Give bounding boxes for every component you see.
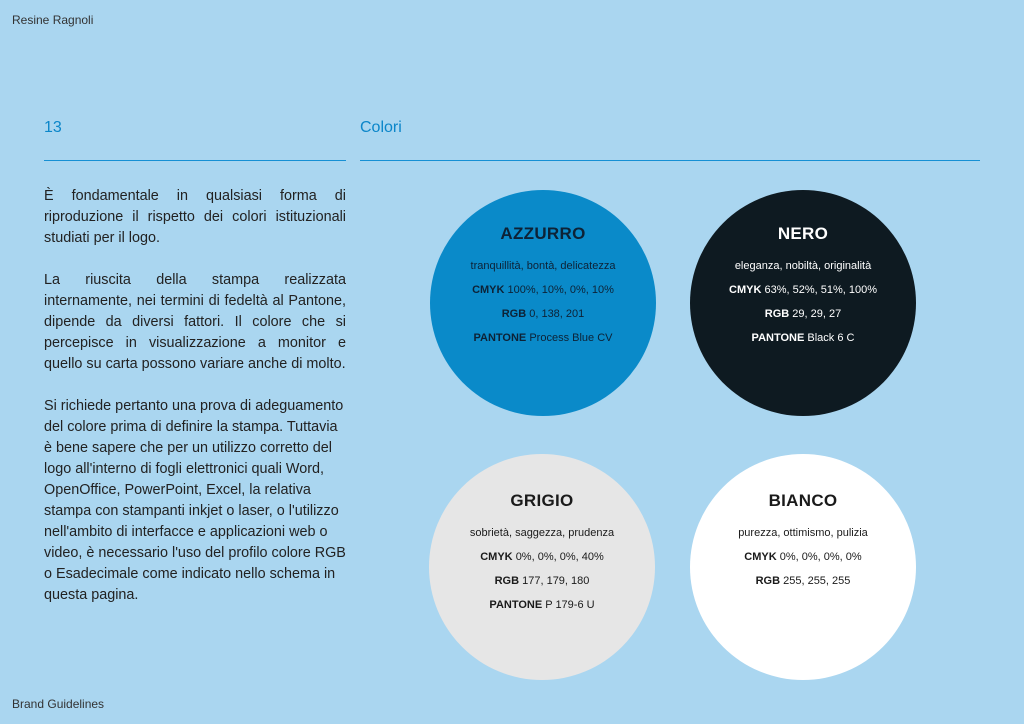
rgb-row xyxy=(429,575,655,587)
cmyk-label: CMYK xyxy=(744,551,777,563)
pantone-row xyxy=(430,332,656,344)
color-description: sobrietà, saggezza, prudenza xyxy=(469,527,615,539)
cmyk-label: CMYK xyxy=(729,284,762,296)
rgb-value: 255, 255, 255 xyxy=(783,575,851,587)
color-name: NERO xyxy=(777,224,829,243)
header-brand: Resine Ragnoli xyxy=(12,13,94,27)
rgb-value: 0, 138, 201 xyxy=(529,308,585,320)
divider-right xyxy=(360,160,980,161)
color-swatch-nero xyxy=(690,190,916,416)
page-title: Colori xyxy=(360,119,402,136)
color-swatch-azzurro xyxy=(430,190,656,416)
rgb-label: RGB xyxy=(501,308,527,320)
intro-text xyxy=(44,186,346,627)
cmyk-row xyxy=(690,551,916,563)
rgb-label: RGB xyxy=(755,575,781,587)
cmyk-row xyxy=(430,284,656,296)
page-number: 13 xyxy=(44,119,62,136)
intro-paragraph: La riuscita della stampa realizzata internamente, nei termini di fedeltà al Pantone, dipende da diversi fattori. Il colore che si percepisce in visualizzazione a monitor e quello su carta possono variare anche di molto. xyxy=(44,272,346,372)
cmyk-label: CMYK xyxy=(480,551,513,563)
pantone-value: P 179-6 U xyxy=(545,599,595,611)
color-name: AZZURRO xyxy=(500,224,586,243)
color-description: purezza, ottimismo, pulizia xyxy=(738,527,868,539)
rgb-row xyxy=(690,308,916,320)
pantone-label: PANTONE xyxy=(473,332,527,344)
cmyk-value: 100%, 10%, 0%, 10% xyxy=(507,284,614,296)
rgb-label: RGB xyxy=(764,308,790,320)
divider-left xyxy=(44,160,346,161)
color-name: BIANCO xyxy=(768,491,838,510)
pantone-row xyxy=(690,332,916,344)
pantone-label: PANTONE xyxy=(751,332,805,344)
footer-label: Brand Guidelines xyxy=(12,697,105,711)
cmyk-value: 0%, 0%, 0%, 40% xyxy=(515,551,604,563)
cmyk-value: 0%, 0%, 0%, 0% xyxy=(779,551,862,563)
rgb-value: 29, 29, 27 xyxy=(792,308,842,320)
color-description: tranquillità, bontà, delicatezza xyxy=(470,260,616,272)
color-description: eleganza, nobiltà, originalità xyxy=(734,260,872,272)
cmyk-row xyxy=(429,551,655,563)
pantone-value: Black 6 C xyxy=(807,332,855,344)
cmyk-value: 63%, 52%, 51%, 100% xyxy=(764,284,877,296)
rgb-value: 177, 179, 180 xyxy=(522,575,590,587)
pantone-row xyxy=(429,599,655,611)
rgb-row xyxy=(690,575,916,587)
pantone-label: PANTONE xyxy=(489,599,543,611)
rgb-label: RGB xyxy=(494,575,520,587)
cmyk-row xyxy=(690,284,916,296)
cmyk-label: CMYK xyxy=(472,284,505,296)
intro-paragraph: Si richiede pertanto una prova di adeguamento del colore prima di definire la stampa. Tuttavia è bene sapere che per un utilizzo corretto del logo all'interno di fogli elettronici quali Word, OpenOffice, PowerPoint, Excel, la relativa stampa con stampanti inkjet o laser, o l'utilizzo nell'ambito di interfacce e applicazioni web o video, è necessario l'uso del profilo colore RGB o Esadecimale come indicato nello schema in questa pagina. xyxy=(44,398,346,603)
color-name: GRIGIO xyxy=(510,491,574,510)
color-swatch-grigio xyxy=(429,454,655,680)
pantone-value: Process Blue CV xyxy=(529,332,613,344)
intro-paragraph: È fondamentale in qualsiasi forma di riproduzione il rispetto dei colori istituzionali studiati per il logo. xyxy=(44,188,346,246)
color-swatch-bianco xyxy=(690,454,916,680)
rgb-row xyxy=(430,308,656,320)
